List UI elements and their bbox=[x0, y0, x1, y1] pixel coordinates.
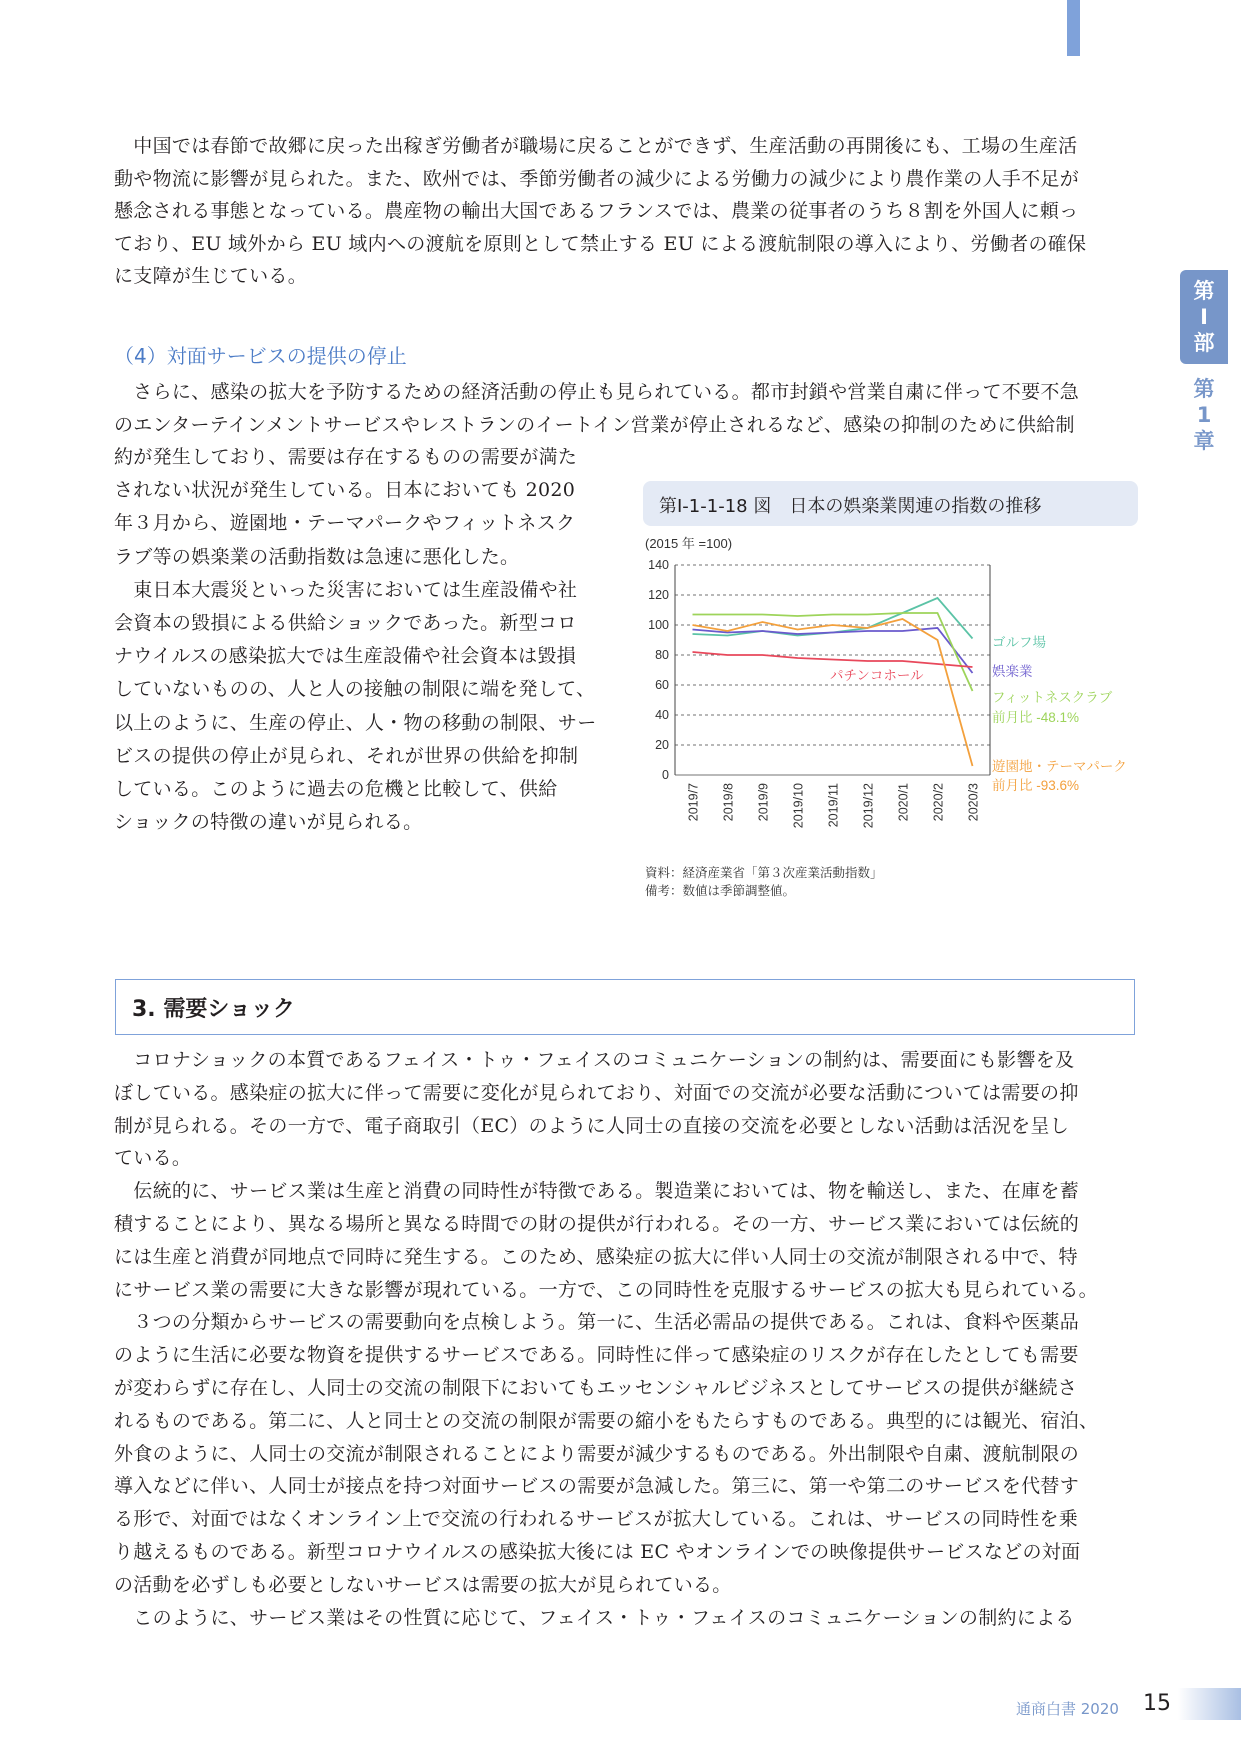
paragraph-line: の活動を必ずしも必要としないサービスは需要の拡大が見られている。 bbox=[114, 1573, 732, 1596]
paragraph-line: 導入などに伴い、人同士が接点を持つ対面サービスの需要が急減した。第三に、第一や第二のサービスを代替す bbox=[114, 1475, 1080, 1498]
paragraph-line: が変わらずに存在し、人同士の交流の制限下においてもエッセンシャルビジネスとしてサービスの提供が継続さ bbox=[114, 1376, 1078, 1399]
annotation-fitness-change: 前月比 -48.1% bbox=[992, 710, 1080, 725]
chart-source: 資料：経済産業省「第３次産業活動指数」 bbox=[645, 866, 883, 880]
chart-unit-label: (2015 年 =100) bbox=[645, 536, 733, 551]
paragraph-line: コロナショックの本質であるフェイス・トゥ・フェイスのコミュニケーションの制約は、需要面にも影響を及 bbox=[114, 1049, 1075, 1071]
paragraph-line: ぼしている。感染症の拡大に伴って需要に変化が見られており、対面での交流が必要な活動については需要の抑 bbox=[114, 1081, 1079, 1104]
paragraph-line: 以上のように、生産の停止、人・物の移動の制限、サー bbox=[114, 711, 597, 734]
paragraph-line: ラブ等の娯楽業の活動指数は急速に悪化した。 bbox=[114, 545, 520, 568]
paragraph-line: のように生活に必要な物資を提供するサービスである。同時性に伴って感染症のリスクが存在したとしても需要 bbox=[114, 1344, 1079, 1367]
figure-title: 第Ⅰ-1-1-18 図 日本の娯楽業関連の指数の推移 bbox=[659, 496, 1042, 517]
paragraph-1 bbox=[114, 130, 1139, 293]
paragraph-line: 動や物流に影響が見られた。また、欧州では、季節労働者の減少による労働力の減少により農作業の人手不足が bbox=[114, 167, 1080, 190]
paragraph-line: されない状況が発生している。日本においても 2020 bbox=[114, 479, 576, 502]
part-tab-line2: Ⅰ bbox=[1200, 305, 1208, 329]
chart-x-ticks bbox=[687, 783, 981, 828]
paragraph-line: にサービス業の需要に大きな影響が現れている。一方で、この同時性を克服するサービスの拡大も見られている。 bbox=[114, 1278, 1098, 1301]
x-tick-label: 2019/12 bbox=[861, 783, 876, 829]
y-tick-label: 40 bbox=[655, 708, 669, 722]
series-line bbox=[693, 652, 973, 667]
x-tick-label: 2019/8 bbox=[721, 783, 736, 822]
paragraph-line: 約が発生しており、需要は存在するものの需要が満た bbox=[114, 446, 578, 468]
annotation-themepark-change: 前月比 -93.6% bbox=[992, 778, 1080, 793]
x-tick-label: 2020/1 bbox=[896, 783, 911, 822]
part-tab-line3: 部 bbox=[1193, 331, 1215, 355]
paragraph-line: のエンターテインメントサービスやレストランのイートイン営業が停止されるなど、感染の抑制のために供給制 bbox=[114, 413, 1075, 436]
x-tick-label: 2019/7 bbox=[686, 783, 701, 822]
annotation-themepark: 遊園地・テーマパーク bbox=[992, 759, 1127, 774]
subsection-heading: （4）対面サービスの提供の停止 bbox=[114, 344, 407, 368]
paragraph-line: 積することにより、異なる場所と異なる時間での財の提供が行われる。その一方、サービス業においては伝統的 bbox=[114, 1212, 1080, 1235]
x-tick-label: 2020/2 bbox=[931, 783, 946, 822]
annotation-pachinko: パチンコホール bbox=[830, 668, 924, 683]
chapter-tab bbox=[1180, 376, 1228, 456]
paragraph-line: ている。 bbox=[114, 1147, 192, 1170]
y-tick-label: 0 bbox=[662, 768, 669, 782]
paragraph-line: れるものである。第二に、人と同士との交流の制限が需要の縮小をもたらすものである。典型的には観光、宿泊、 bbox=[114, 1409, 1099, 1432]
paragraph-line: る形で、対面ではなくオンライン上で交流の行われるサービスが拡大している。これは、サービスの同時性を乗 bbox=[114, 1508, 1079, 1531]
paragraph-line: さらに、感染の拡大を予防するための経済活動の停止も見られている。都市封鎖や営業自粛に伴って不要不急 bbox=[114, 381, 1080, 403]
y-tick-label: 100 bbox=[648, 618, 669, 632]
paragraph-line: していないものの、人と人の接触の制限に端を発して、 bbox=[114, 678, 596, 701]
paragraph-line: ショックの特徴の違いが見られる。 bbox=[114, 811, 423, 834]
paragraph-line: ビスの提供の停止が見られ、それが世界の供給を抑制 bbox=[114, 744, 579, 767]
page-number: 15 bbox=[1143, 1691, 1171, 1716]
x-tick-label: 2020/3 bbox=[966, 783, 981, 822]
chapter-tab-line3: 章 bbox=[1193, 429, 1215, 453]
chart-y-ticks bbox=[648, 558, 669, 782]
paragraph-line: 制が見られる。その一方で、電子商取引（EC）のように人同士の直接の交流を必要としない活動は活況を呈し bbox=[114, 1114, 1070, 1137]
paragraph-line: 会資本の毀損による供給ショックであった。新型コロ bbox=[114, 612, 577, 635]
chapter-tab-line2: 1 bbox=[1196, 403, 1212, 427]
annotation-entertainment: 娯楽業 bbox=[992, 664, 1033, 679]
paragraph-2-left-column bbox=[114, 441, 614, 839]
chart-annotations bbox=[830, 635, 1127, 793]
paragraph-line: り越えるものである。新型コロナウイルスの感染拡大後には EC やオンラインでの映像提供サービスなどの対面 bbox=[114, 1540, 1081, 1563]
series-line bbox=[693, 619, 973, 766]
paragraph-line: ３つの分類からサービスの需要動向を点検しよう。第一に、生活必需品の提供である。これは、食料や医薬品 bbox=[114, 1311, 1080, 1334]
publication-name: 通商白書 2020 bbox=[1016, 1700, 1119, 1718]
paragraph-line: 中国では春節で故郷に戻った出稼ぎ労働者が職場に戻ることができず、生産活動の再開後にも、工場の生産活 bbox=[114, 135, 1078, 157]
paragraph-3 bbox=[114, 1044, 1139, 1634]
paragraph-line: している。このように過去の危機と比較して、供給 bbox=[114, 778, 558, 801]
paragraph-line: 外食のように、人同士の交流が制限されることにより需要が減少するものである。外出制限や自粛、渡航制限の bbox=[114, 1442, 1080, 1465]
section-heading: 3. 需要ショック bbox=[132, 997, 295, 1022]
paragraph-line: 伝統的に、サービス業は生産と消費の同時性が特徴である。製造業においては、物を輸送し、また、在庫を蓄 bbox=[114, 1180, 1080, 1203]
x-tick-label: 2019/11 bbox=[826, 783, 841, 828]
part-tab bbox=[1180, 270, 1228, 364]
figure-title-box bbox=[643, 481, 1138, 526]
paragraph-line: 懸念される事態となっている。農産物の輸出大国であるフランスでは、農業の従事者のうち８割を外国人に頼っ bbox=[114, 200, 1079, 222]
y-tick-label: 80 bbox=[655, 648, 669, 662]
chapter-tab-line1: 第 bbox=[1193, 377, 1215, 401]
y-tick-label: 20 bbox=[655, 738, 669, 752]
y-tick-label: 140 bbox=[648, 558, 669, 572]
footer-accent-bar bbox=[1178, 1688, 1241, 1720]
paragraph-line: ナウイルスの感染拡大では生産設備や社会資本は毀損 bbox=[114, 645, 577, 668]
paragraph-line: ており、EU 域外から EU 域内への渡航を原則として禁止する EU による渡航制限の導入により、労働者の確保 bbox=[114, 232, 1087, 255]
paragraph-line: 東日本大震災といった災害においては生産設備や社 bbox=[114, 578, 578, 601]
paragraph-line: このように、サービス業はその性質に応じて、フェイス・トゥ・フェイスのコミュニケーションの制約による bbox=[114, 1606, 1075, 1629]
chart-note: 備考：数値は季節調整値。 bbox=[645, 884, 796, 898]
paragraph-line: に支障が生じている。 bbox=[114, 265, 308, 287]
x-tick-label: 2019/10 bbox=[791, 783, 806, 829]
annotation-fitness: フィットネスクラブ bbox=[992, 690, 1113, 705]
section-heading-box bbox=[115, 979, 1135, 1035]
top-accent-bar bbox=[1067, 0, 1080, 56]
part-tab-line1: 第 bbox=[1193, 279, 1215, 303]
line-chart bbox=[640, 535, 1160, 915]
paragraph-line: 年３月から、遊園地・テーマパークやフィットネスク bbox=[114, 512, 576, 535]
paragraph-2 bbox=[114, 376, 1139, 441]
y-tick-label: 120 bbox=[648, 588, 669, 602]
x-tick-label: 2019/9 bbox=[756, 783, 771, 822]
paragraph-line: には生産と消費が同地点で同時に発生する。このため、感染症の拡大に伴い人同士の交流が制限される中で、特 bbox=[114, 1245, 1078, 1268]
annotation-golf: ゴルフ場 bbox=[992, 635, 1046, 650]
y-tick-label: 60 bbox=[655, 678, 669, 692]
